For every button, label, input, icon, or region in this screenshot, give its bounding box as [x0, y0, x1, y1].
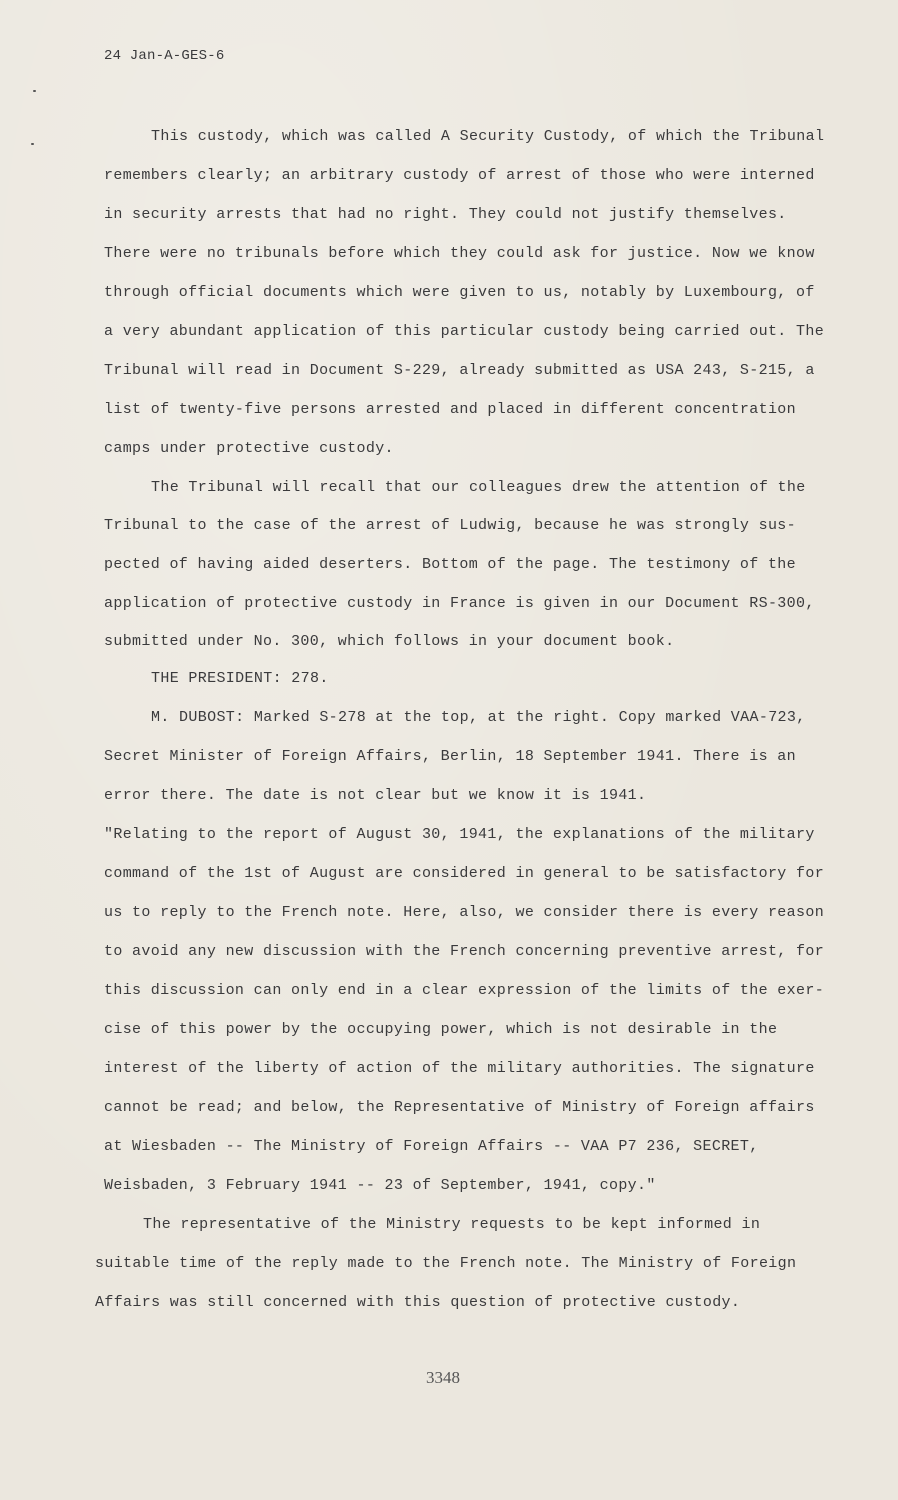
text-line: remembers clearly; an arbitrary custody of arrest of those who were interned — [104, 167, 815, 184]
text-line: M. DUBOST: Marked S-278 at the top, at the right. Copy marked VAA-723, — [151, 709, 806, 726]
text-line: Tribunal to the case of the arrest of Ludwig, because he was strongly sus- — [104, 517, 797, 534]
quote-line: interest of the liberty of action of the military authorities. The signature — [104, 1060, 815, 1077]
paper-speck — [31, 143, 34, 145]
quote-line: cise of this power by the occupying power, which is not desirable in the — [104, 1021, 778, 1038]
quote-line: Weisbaden, 3 February 1941 -- 23 of September, 1941, copy." — [104, 1177, 656, 1194]
text-line: suitable time of the reply made to the French note. The Ministry of Foreign — [95, 1255, 797, 1272]
document-reference: 24 Jan-A-GES-6 — [104, 48, 225, 64]
speaker-line: THE PRESIDENT: 278. — [151, 670, 329, 687]
quote-line: us to reply to the French note. Here, also, we consider there is every reason — [104, 904, 825, 921]
text-line: submitted under No. 300, which follows in your document book. — [104, 633, 675, 650]
text-line: Secret Minister of Foreign Affairs, Berlin, 18 September 1941. There is an — [104, 748, 797, 765]
text-line: The Tribunal will recall that our colleagues drew the attention of the — [151, 479, 806, 496]
quote-line: "Relating to the report of August 30, 1941, the explanations of the military — [104, 826, 815, 843]
text-line: Affairs was still concerned with this question of protective custody. — [95, 1294, 741, 1311]
text-line: There were no tribunals before which they could ask for justice. Now we know — [104, 245, 815, 262]
quote-line: this discussion can only end in a clear expression of the limits of the exer- — [104, 982, 825, 999]
text-line: pected of having aided deserters. Bottom of the page. The testimony of the — [104, 556, 797, 573]
text-line: This custody, which was called A Security Custody, of which the Tribunal — [151, 128, 825, 145]
text-line: Tribunal will read in Document S-229, already submitted as USA 243, S-215, a — [104, 362, 815, 379]
paper-speck — [33, 90, 36, 92]
text-line: through official documents which were given to us, notably by Luxembourg, of — [104, 284, 815, 301]
text-line: list of twenty-five persons arrested and placed in different concentration — [104, 401, 797, 418]
page-number: 3348 — [426, 1368, 460, 1387]
quote-line: command of the 1st of August are considered in general to be satisfactory for — [104, 865, 825, 882]
text-line: in security arrests that had no right. They could not justify themselves. — [104, 206, 787, 223]
quote-line: cannot be read; and below, the Representative of Ministry of Foreign affairs — [104, 1099, 815, 1116]
text-line: a very abundant application of this particular custody being carried out. The — [104, 323, 825, 340]
text-line: The representative of the Ministry requests to be kept informed in — [143, 1216, 761, 1233]
quote-line: at Wiesbaden -- The Ministry of Foreign Affairs -- VAA P7 236, SECRET, — [104, 1138, 759, 1155]
text-line: application of protective custody in France is given in our Document RS-300, — [104, 595, 815, 612]
quote-line: to avoid any new discussion with the French concerning preventive arrest, for — [104, 943, 825, 960]
text-line: error there. The date is not clear but we know it is 1941. — [104, 787, 647, 804]
text-line: camps under protective custody. — [104, 440, 394, 457]
